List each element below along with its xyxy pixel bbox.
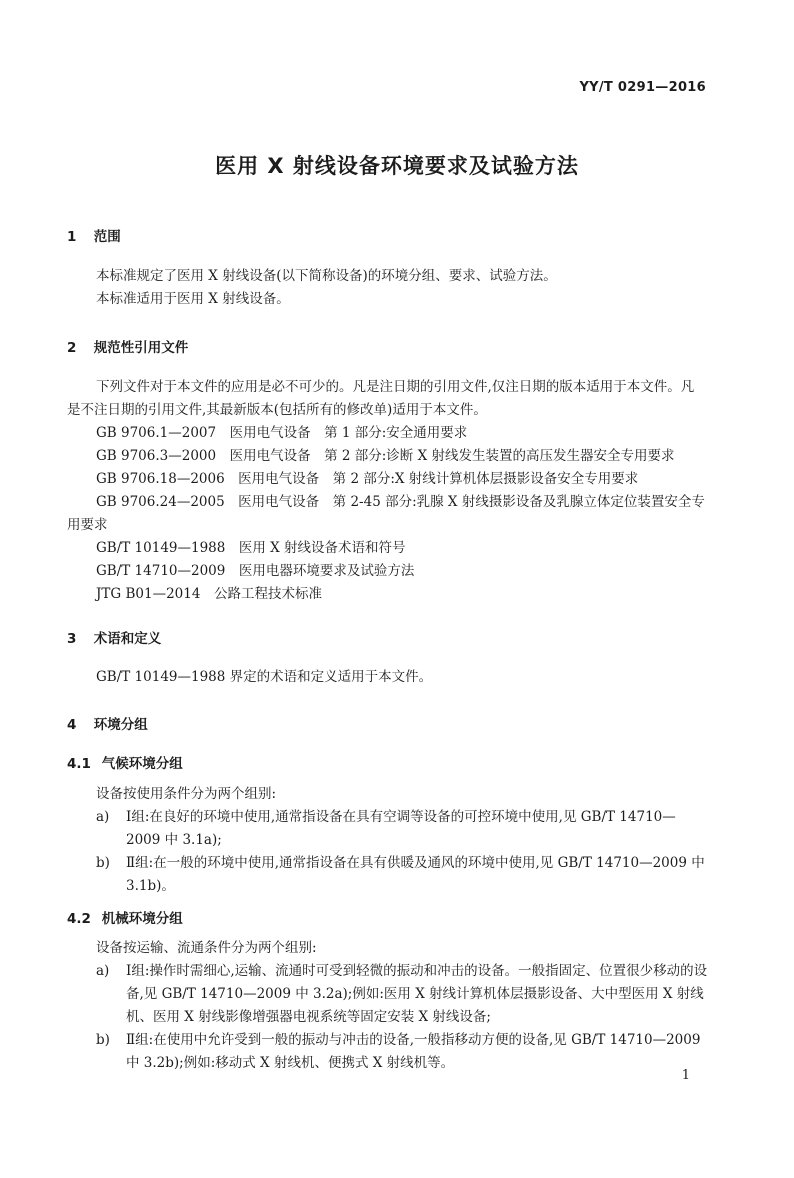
section-1-heading [67, 225, 121, 245]
section-title: 术语和定义 [93, 631, 162, 647]
list-item [96, 1029, 708, 1075]
document-title: 医用 X 射线设备环境要求及试验方法 [215, 154, 579, 178]
section-4-heading [67, 713, 148, 733]
list-text: Ⅱ组:在一般的环境中使用,通常指设备在具有供暖及通风的环境中使用,见 GB/T 14710—2009 中 3.1b)。 [126, 855, 705, 894]
section-number: 2 [67, 340, 77, 356]
page-number: 1 [681, 1068, 690, 1083]
reference-item: GB/T 14710—2009 医用电器环境要求及试验方法 [96, 563, 415, 579]
section-title: 机械环境分组 [101, 911, 183, 927]
reference-item: GB 9706.3—2000 医用电气设备 第 2 部分:诊断 X 射线发生装置的高压发生器安全专用要求 [96, 448, 675, 464]
section-title: 规范性引用文件 [93, 340, 189, 356]
list-marker: a) [96, 963, 110, 979]
section-title: 范围 [93, 229, 121, 245]
section-title: 气候环境分组 [101, 756, 183, 772]
section-3-heading [67, 627, 161, 647]
section-number: 3 [67, 631, 77, 647]
list-item [96, 806, 708, 852]
section-2-heading [67, 336, 188, 356]
paragraph: 本标准规定了医用 X 射线设备(以下简称设备)的环境分组、要求、试验方法。 [96, 268, 557, 284]
section-4-2-heading [67, 907, 183, 927]
paragraph: 下列文件对于本文件的应用是必不可少的。凡是注日期的引用文件,仅注日期的版本适用于本文件。凡是不注日期的引用文件,其最新版本(包括所有的修改单)适用于本文件。 [67, 379, 695, 418]
section-4-1-heading [67, 752, 183, 772]
list-marker: b) [96, 1032, 110, 1048]
section-number: 4 [67, 717, 77, 733]
paragraph: 设备按运输、流通条件分为两个组别: [96, 940, 317, 956]
list-marker: a) [96, 809, 110, 825]
list-item [96, 852, 708, 898]
section-title: 环境分组 [93, 717, 148, 733]
reference-item: GB 9706.18—2006 医用电气设备 第 2 部分:X 射线计算机体层摄影设备安全专用要求 [96, 471, 639, 487]
reference-item: JTG B01—2014 公路工程技术标准 [96, 586, 322, 602]
reference-item: GB 9706.1—2007 医用电气设备 第 1 部分:安全通用要求 [96, 425, 468, 441]
reference-item: GB/T 10149—1988 医用 X 射线设备术语和符号 [96, 540, 406, 556]
paragraph: GB/T 10149—1988 界定的术语和定义适用于本文件。 [96, 669, 433, 685]
reference-item: GB 9706.24—2005 医用电气设备 第 2-45 部分:乳腺 X 射线摄影设备及乳腺立体定位装置安全专用要求 [67, 494, 705, 533]
list-marker: b) [96, 855, 110, 871]
list-item [96, 960, 708, 1029]
section-number: 4.1 [67, 756, 91, 772]
section-number: 1 [67, 229, 77, 245]
standard-code: YY/T 0291—2016 [579, 80, 706, 95]
section-number: 4.2 [67, 911, 91, 927]
list-text: Ⅰ组:操作时需细心,运输、流通时可受到轻微的振动和冲击的设备。一般指固定、位置很少移动的设备,见 GB/T 14710—2009 中 3.2a);例如:医用 X 射线计算机体层摄影设备、大中型医用 X 射线机、医用 X 射线影像增强器电视系统等固定安装 X 射线设备; [126, 963, 708, 1025]
paragraph: 本标准适用于医用 X 射线设备。 [96, 291, 290, 307]
paragraph: 设备按使用条件分为两个组别: [96, 786, 277, 802]
list-text: Ⅰ组:在良好的环境中使用,通常指设备在具有空调等设备的可控环境中使用,见 GB/T 14710—2009 中 3.1a); [126, 809, 676, 848]
list-text: Ⅱ组:在使用中允许受到一般的振动与冲击的设备,一般指移动方便的设备,见 GB/T 14710—2009 中 3.2b);例如:移动式 X 射线机、便携式 X 射线机等。 [126, 1032, 701, 1071]
